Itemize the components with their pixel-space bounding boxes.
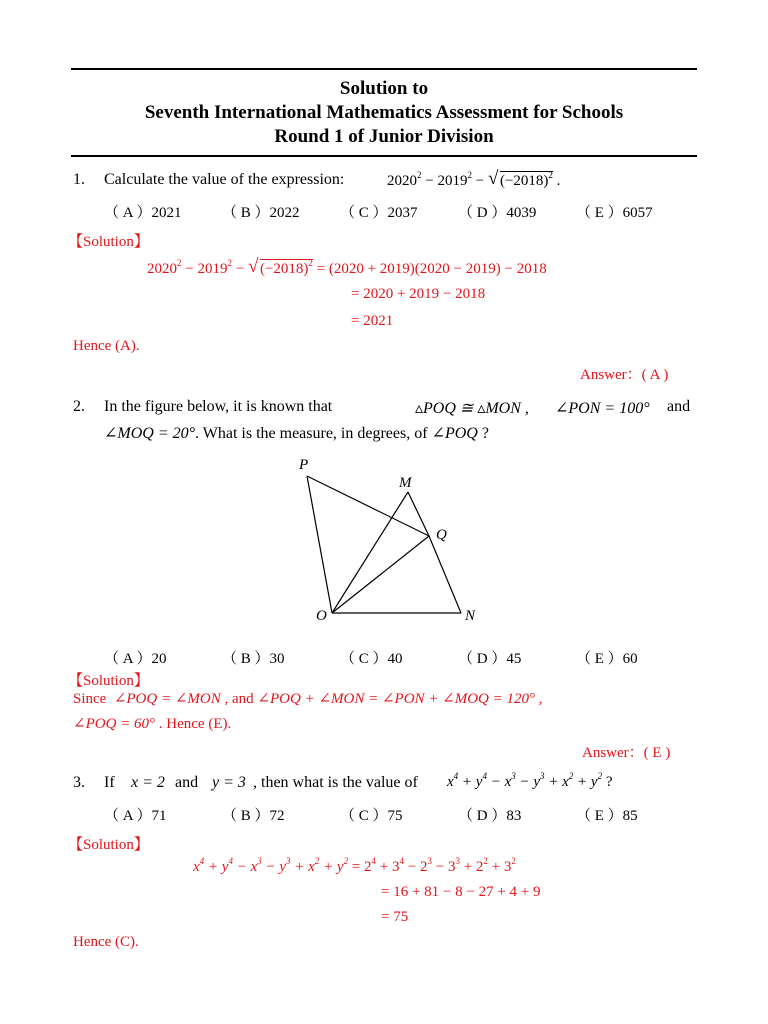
q1-solution-line-3: = 2021: [351, 313, 394, 329]
q3-solution-line-1: $x^4 + y^4 - x^3 - y^3 + x^2 + y^2 = 2^4 + 3^4 - 2^3 - 3^3 + 2^2 + 3^2$: [193, 856, 516, 875]
q2-option-e: （ E ）60: [576, 651, 638, 667]
q1-text: Calculate the value of the expression:: [104, 171, 345, 188]
q1-option-b: （ B ）2022: [222, 205, 300, 221]
q3-number: 3.: [73, 774, 85, 791]
q3-and: and: [175, 774, 199, 791]
segment-qn: [429, 536, 461, 613]
q1-expression: $2020^2 - 2019^2$ − √ $(-2018)^2$ .: [387, 168, 561, 189]
q2-congruence: ▵POQ ≅ ▵MON ,: [415, 400, 529, 417]
q3-solution-line-2: = 16 + 81 − 8 − 27 + 4 + 9: [381, 884, 541, 900]
label-p: P: [299, 457, 309, 473]
label-n: N: [465, 608, 476, 624]
segment-po: [307, 476, 332, 613]
q3-solution-label: 【Solution】: [68, 837, 149, 853]
q1-option-d: （ D ）4039: [458, 205, 537, 221]
q2-option-b: （ B ）30: [222, 651, 285, 667]
q3-x-value: x = 2: [131, 774, 165, 791]
top-rule: [71, 68, 697, 70]
q2-angle-pon: ∠PON = 100°: [555, 400, 650, 417]
q3-option-b: （ B ）72: [222, 808, 285, 824]
q2-figure: [290, 455, 490, 630]
q3-solution-line-3: = 75: [381, 909, 409, 925]
segment-oq: [332, 536, 429, 613]
label-o: O: [316, 608, 327, 624]
q1-option-e: （ E ）6057: [576, 205, 653, 221]
label-m: M: [399, 475, 412, 491]
q2-line-2: ∠MOQ = 20°. What is the measure, in degrees, of ∠POQ ?: [104, 425, 489, 442]
q2-solution-line-2: ∠POQ = 60° . Hence (E).: [73, 716, 232, 732]
q3-hence: Hence (C).: [73, 934, 139, 950]
q2-number: 2.: [73, 398, 85, 415]
title-line-3: Round 1 of Junior Division: [274, 126, 494, 147]
q3-option-c: （ C ）75: [340, 808, 403, 824]
q1-answer: Answer：( A ): [580, 367, 669, 383]
title-bottom-rule: [71, 155, 697, 157]
q1-solution-line-1: $2020^2 - 2019^2$ − √ $(-2018)^2 = (2020 + 2019)(2020 - 2019) - 2018$: [147, 256, 547, 277]
q2-and: and: [667, 398, 691, 415]
q1-solution-label: 【Solution】: [68, 234, 149, 250]
q2-option-d: （ D ）45: [458, 651, 522, 667]
q2-answer: Answer：( E ): [582, 745, 671, 761]
q3-question-mid: , then what is the value of: [253, 774, 418, 791]
label-q: Q: [436, 527, 447, 543]
q3-expression: $x^4 + y^4 - x^3 - y^3 + x^2 + y^2$ ?: [447, 771, 613, 790]
q1-number: 1.: [73, 171, 85, 188]
segment-mq: [408, 492, 429, 536]
q3-option-e: （ E ）85: [576, 808, 638, 824]
q2-option-c: （ C ）40: [340, 651, 403, 667]
q1-hence: Hence (A).: [73, 338, 140, 354]
q1-option-c: （ C ）2037: [340, 205, 418, 221]
q1-solution-line-2: = 2020 + 2019 − 2018: [351, 286, 486, 302]
q3-option-d: （ D ）83: [458, 808, 522, 824]
q2-option-a: （ A ）20: [104, 651, 167, 667]
q2-solution-label: 【Solution】: [68, 673, 149, 689]
q2-line-1-text: In the figure below, it is known that: [104, 398, 333, 415]
q3-if: If: [104, 774, 115, 791]
q2-solution-line-1: Since ∠POQ = ∠MON , and ∠POQ + ∠MON = ∠PON + ∠MOQ = 120° ,: [73, 691, 543, 707]
segment-om: [332, 492, 408, 613]
title-line-2: Seventh International Mathematics Assessment for Schools: [144, 102, 624, 123]
q3-option-a: （ A ）71: [104, 808, 167, 824]
title-line-1: Solution to: [339, 78, 429, 99]
triangle-figure: [290, 455, 490, 630]
q3-y-value: y = 3: [212, 774, 246, 791]
q1-option-a: （ A ）2021: [104, 205, 182, 221]
